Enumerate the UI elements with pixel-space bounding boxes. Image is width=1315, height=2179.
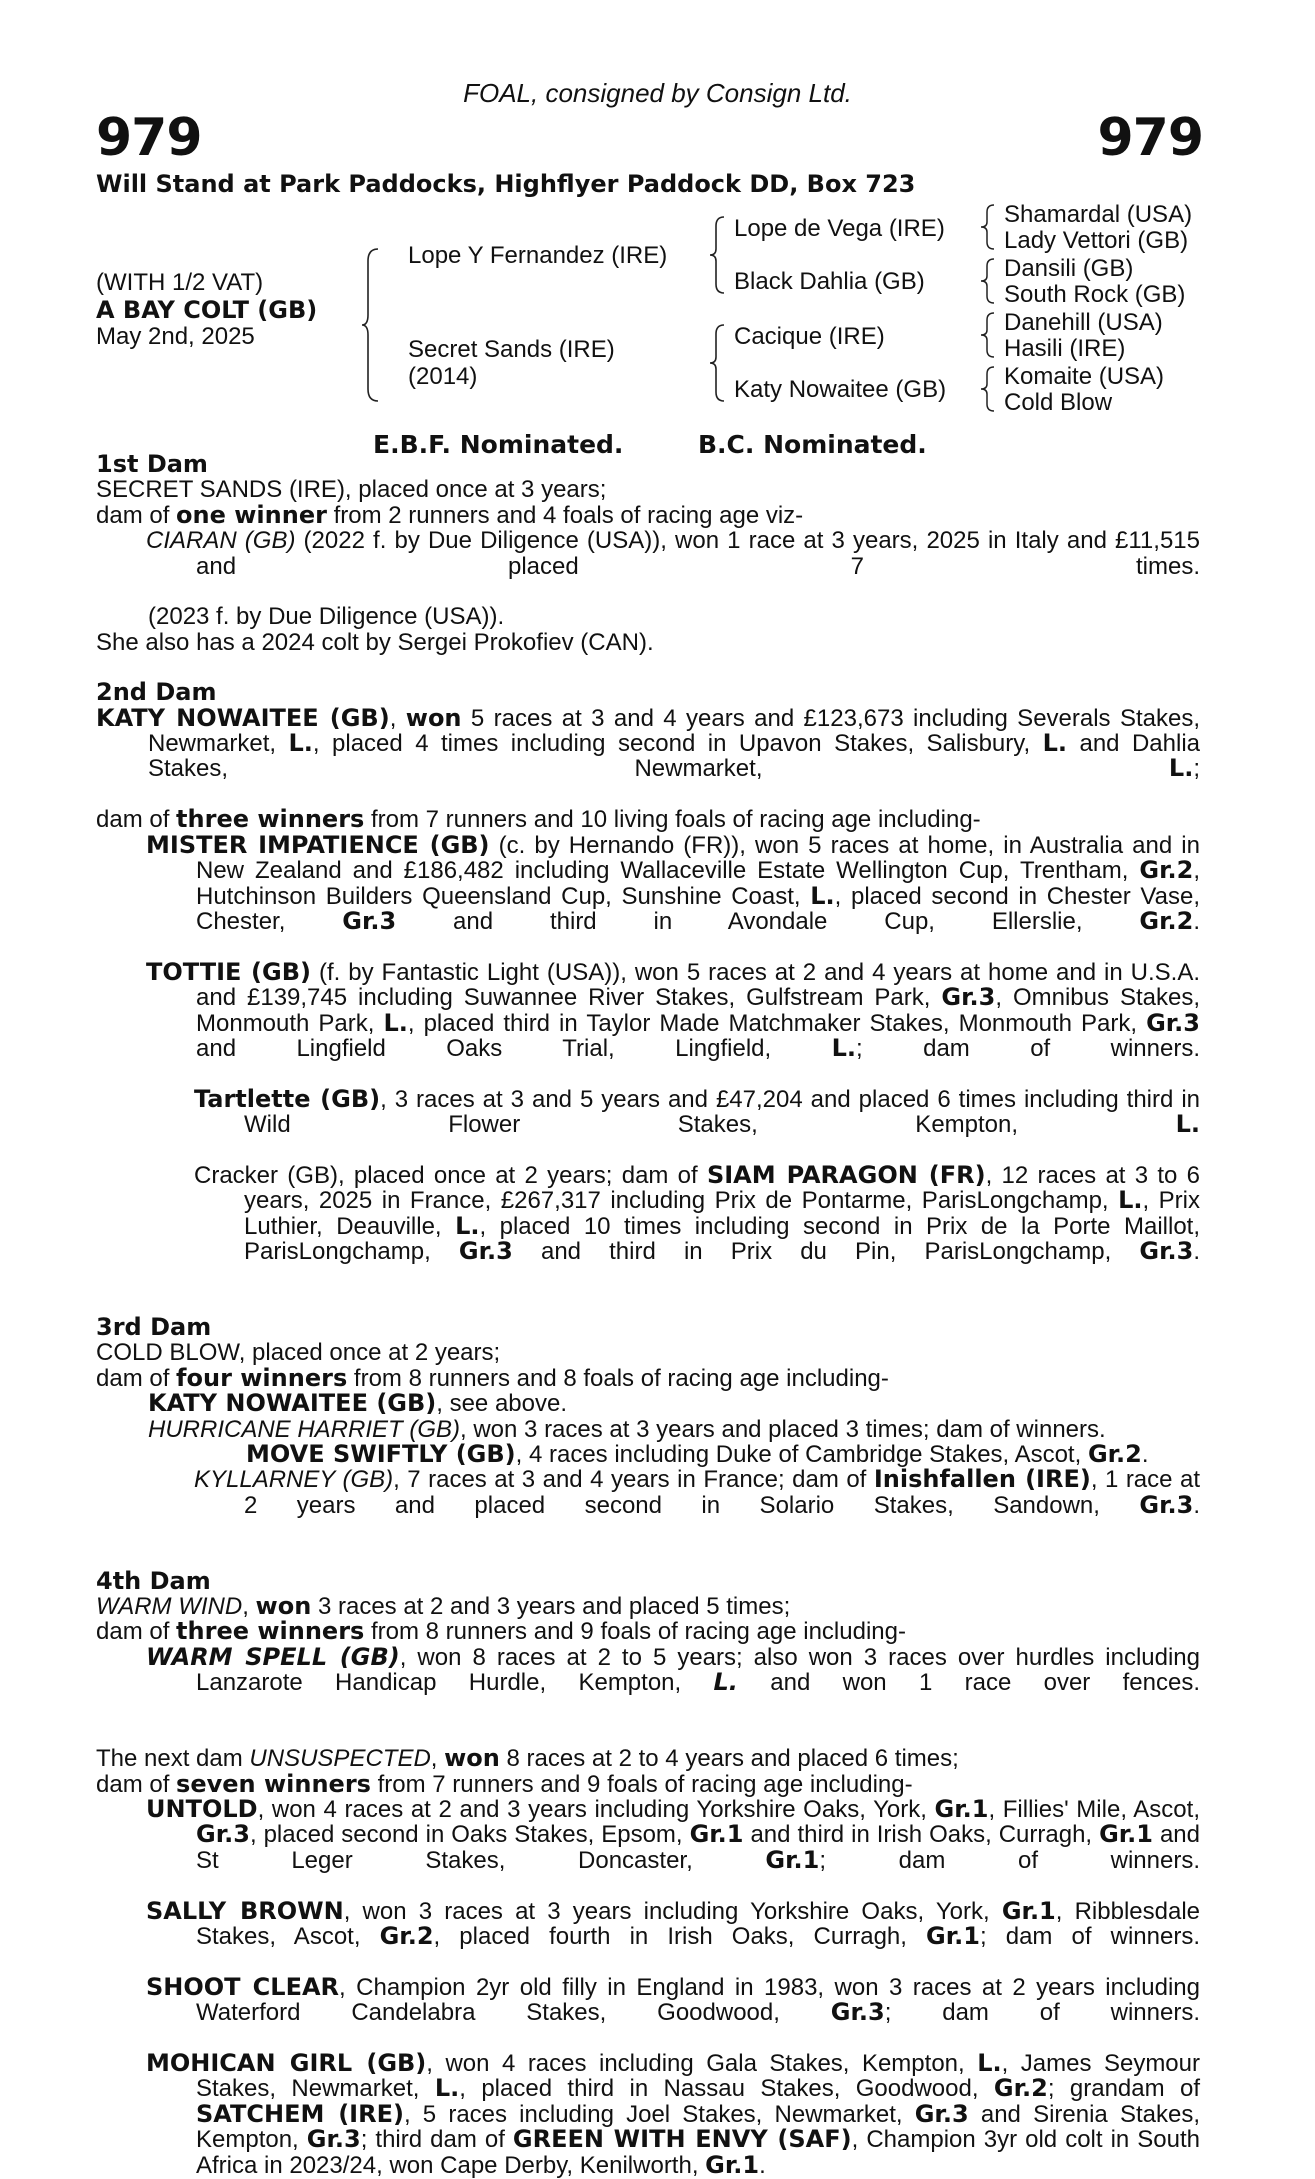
stabling-location: Will Stand at Park Paddocks, Highflyer Paddock DD, Box 723	[96, 170, 916, 198]
granddam-g6: Hasili (IRE)	[1004, 335, 1126, 362]
sire-dam: Black Dahlia (GB)	[734, 268, 925, 295]
dam-dam: Katy Nowaitee (GB)	[734, 376, 947, 403]
consignor-line: FOAL, consigned by Consign Ltd.	[463, 78, 852, 108]
granddam-g1: Shamardal (USA)	[1004, 201, 1193, 228]
colt-name: A BAY COLT (GB)	[96, 296, 318, 324]
sire-sire: Lope de Vega (IRE)	[734, 215, 945, 242]
second-dam-text: KATY NOWAITEE (GB), won 5 races at 3 and 4 years and £123,673 including Severals Stakes, Newmarket, L., placed 4 times including second in Upavon Stakes, Salisbury, L. and Dahlia Stakes, Newmarket, L.; dam of three winners from 7 runners and 10 living foals of racing age including- MISTER IMPATIENCE (GB) (c. by Hernando (FR)), won 5 races at home, in Australia and in New Zealand and £186,482 including Wallaceville Estate Wellington Cup, Trentham, Gr.2, Hutchinson Builders Queensland Cup, Sunshine Coast, L., placed second in Chester Vase, Chester, Gr.3 and third in Avondale Cup, Ellerslie, Gr.2. TOTTIE (GB) (f. by Fantastic Light (USA)), won 5 races at 2 and 4 years at home and in U.S.A. and £139,745 including Suwannee River Stakes, Gulfstream Park, Gr.3, Omnibus Stakes, Monmouth Park, L., placed third in Taylor Made Matchmaker Stakes, Monmouth Park, Gr.3 and Lingfield Oaks Trial, Lingfield, L.; dam of winners. Tartlette (GB), 3 races at 3 and 5 years and £47,204 and placed 6 times including third in Wild Flower Stakes, Kempton, L. Cracker (GB), placed once at 2 years; dam of SIAM PARAGON (FR), 12 races at 3 to 6 years, 2025 in France, £267,317 including Prix de Pontarme, ParisLongchamp, L., Prix Luthier, Deauville, L., placed 10 times including second in Prix de la Porte Maillot, ParisLongchamp, Gr.3 and third in Prix du Pin, ParisLongchamp, Gr.3.	[96, 703, 1201, 1266]
third-dam-text: COLD BLOW, placed once at 2 years; dam of four winners from 8 runners and 8 foals of racing age including- KATY NOWAITEE (GB), see above. HURRICANE HARRIET (GB), won 3 races at 3 years and placed 3 times; dam of winners. MOVE SWIFTLY (GB), 4 races including Duke of Cambridge Stakes, Ascot, Gr.2. KYLLARNEY (GB), 7 races at 3 and 4 years in France; dam of Inishfallen (IRE), 1 race at 2 years and placed second in Solario Stakes, Sandown, Gr.3.	[96, 1339, 1201, 1519]
second-dam-heading: 2nd Dam	[96, 678, 217, 707]
bracket-sire-dam	[360, 245, 384, 405]
bracket-g3	[978, 310, 998, 360]
vat-note: (WITH 1/2 VAT)	[96, 269, 264, 296]
granddam-g8: Cold Blow	[1004, 389, 1113, 416]
first-dam-text: SECRET SANDS (IRE), placed once at 3 years; dam of one winner from 2 runners and 4 foals of racing age viz- CIARAN (GB) (2022 f. by Due Diligence (USA)), won 1 race at 3 years, 2025 in Italy and £11,515 and placed 7 times. (2023 f. by Due Diligence (USA)). She also has a 2024 colt by Sergei Prokofiev (CAN).	[96, 476, 1200, 656]
granddam-g5: Danehill (USA)	[1004, 309, 1163, 336]
bracket-g1	[978, 202, 998, 252]
foaling-date: May 2nd, 2025	[96, 323, 255, 350]
third-dam-heading: 3rd Dam	[96, 1313, 212, 1341]
first-dam-heading: 1st Dam	[96, 450, 208, 478]
dam-year: (2014)	[408, 363, 478, 390]
bracket-sire-parents	[708, 214, 728, 296]
bracket-g4	[978, 364, 998, 414]
bc-nomination: B.C. Nominated.	[698, 430, 927, 459]
next-dam-text: The next dam UNSUSPECTED, won 8 races at 2 to 4 years and placed 6 times; dam of seven winners from 7 runners and 9 foals of racing age including- UNTOLD, won 4 races at 2 and 3 years including Yorkshire Oaks, York, Gr.1, Fillies' Mile, Ascot, Gr.3, placed second in Oaks Stakes, Epsom, Gr.1 and third in Irish Oaks, Curragh, Gr.1 and St Leger Stakes, Doncaster, Gr.1; dam of winners. SALLY BROWN, won 3 races at 3 years including Yorkshire Oaks, York, Gr.1, Ribblesdale Stakes, Ascot, Gr.2, placed fourth in Irish Oaks, Curragh, Gr.1; dam of winners. SHOOT CLEAR, Champion 2yr old filly in England in 1983, won 3 races at 2 years including Waterford Candelabra Stakes, Goodwood, Gr.3; dam of winners. MOHICAN GIRL (GB), won 4 races including Gala Stakes, Kempton, L., James Seymour Stakes, Newmarket, L., placed third in Nassau Stakes, Goodwood, Gr.2; grandam of SATCHEM (IRE), 5 races including Joel Stakes, Newmarket, Gr.3 and Sirenia Stakes, Kempton, Gr.3; third dam of GREEN WITH ENVY (SAF), Champion 3yr old colt in South Africa in 2023/24, won Cape Derby, Kenilworth, Gr.1.	[96, 1744, 1201, 2179]
sire-name: Lope Y Fernandez (IRE)	[408, 242, 668, 269]
granddam-g3: Dansili (GB)	[1004, 255, 1134, 282]
fourth-dam-text: WARM WIND, won 3 races at 2 and 3 years and placed 5 times; dam of three winners from 8 runners and 9 foals of racing age including- WARM SPELL (GB), won 8 races at 2 to 5 years; also won 3 races over hurdles including Lanzarote Handicap Hurdle, Kempton, L. and won 1 race over fences.	[96, 1592, 1200, 1697]
bracket-dam-parents	[708, 322, 728, 404]
dam-name: Secret Sands (IRE)	[408, 336, 615, 363]
lot-number-right: 979	[1097, 108, 1203, 168]
bracket-g2	[978, 256, 998, 306]
lot-number-left: 979	[96, 108, 202, 168]
dam-sire: Cacique (IRE)	[734, 323, 885, 350]
catalogue-body	[96, 452, 1200, 2178]
fourth-dam-heading: 4th Dam	[96, 1566, 211, 1595]
ebf-nomination: E.B.F. Nominated.	[373, 430, 624, 459]
granddam-g7: Komaite (USA)	[1004, 363, 1165, 390]
granddam-g4: South Rock (GB)	[1004, 281, 1186, 308]
granddam-g2: Lady Vettori (GB)	[1004, 227, 1189, 254]
